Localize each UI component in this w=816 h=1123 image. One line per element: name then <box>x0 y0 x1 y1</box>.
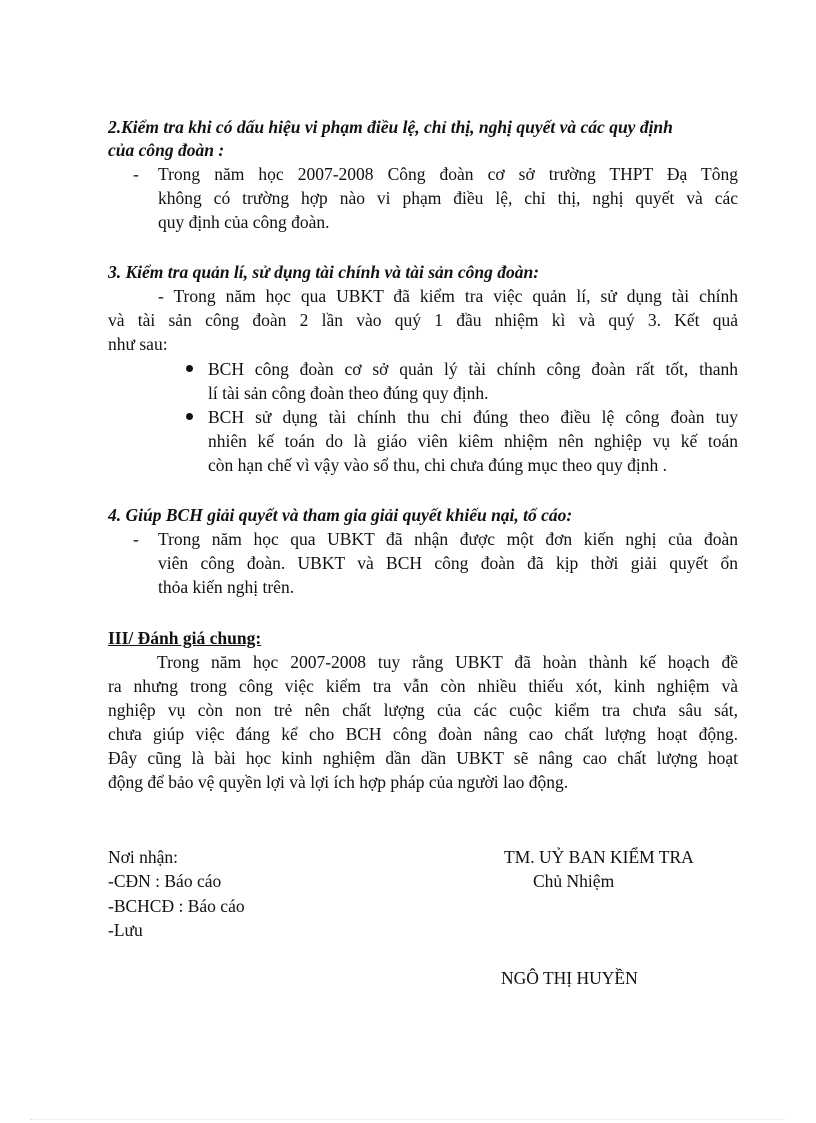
bullet-icon <box>186 365 193 372</box>
section-4-body-line: Trong năm học qua UBKT đã nhận được một đơn kiến nghị của đoàn <box>158 529 738 549</box>
section-3-bullet-line: còn hạn chế vì vậy vào sổ thu, chi chưa đúng mục theo quy định . <box>208 455 668 475</box>
general-assessment-line: ra nhưng trong công việc kiểm tra vẫn còn nhiều thiếu xót, kinh nghiệm và <box>108 676 738 696</box>
section-4-body-line: thỏa kiến nghị trên. <box>158 577 295 597</box>
bullet-icon <box>186 413 193 420</box>
section-3-bullet-line: BCH công đoàn cơ sở quản lý tài chính công đoàn rất tốt, thanh <box>208 359 738 379</box>
recipient-item: -CĐN : Báo cáo <box>108 871 222 891</box>
section-2-body-line: Trong năm học 2007-2008 Công đoàn cơ sở trường THPT Đạ Tông <box>158 164 738 184</box>
signature-org: TM. UỶ BAN KIỂM TRA <box>504 847 694 867</box>
section-3-heading: 3. Kiểm tra quản lí, sử dụng tài chính và tài sản công đoàn: <box>108 262 540 282</box>
recipient-item: -Lưu <box>108 920 143 940</box>
signature-name: NGÔ THỊ HUYỀN <box>501 968 638 988</box>
general-assessment-line: Trong năm học 2007-2008 tuy rằng UBKT đã hoàn thành kế hoạch đề <box>157 652 738 672</box>
section-3-bullet-line: nhiên kế toán do là giáo viên kiêm nhiệm nên nghiệp vụ kế toán <box>208 431 738 451</box>
section-3-bullet-line: lí tài sản công đoàn theo đúng quy định. <box>208 383 489 403</box>
dash-marker: - <box>133 164 139 184</box>
general-assessment-line: Đây cũng là bài học kinh nghiệm dần dần UBKT sẽ nâng cao chất lượng hoạt <box>108 748 738 768</box>
section-3-bullet-line: BCH sử dụng tài chính thu chi đúng theo điều lệ công đoàn tuy <box>208 407 738 427</box>
signature-title: Chủ Nhiệm <box>533 871 615 891</box>
section-3-intro-line: - Trong năm học qua UBKT đã kiểm tra việc quản lí, sử dụng tài chính <box>158 286 738 306</box>
section-3-intro-line: và tài sản công đoàn 2 lần vào quý 1 đầu nhiệm kì và quý 3. Kết quả <box>108 310 738 330</box>
general-assessment-heading: III/ Đánh giá chung: <box>108 628 262 648</box>
recipients-label: Nơi nhận: <box>108 847 179 867</box>
general-assessment-line: động để bảo vệ quyền lợi và lợi ích hợp pháp của người lao động. <box>108 772 569 792</box>
section-2-body-line: không có trường hợp nào vi phạm điều lệ, chỉ thị, nghị quyết và các <box>158 188 738 208</box>
section-2-heading-cont: của công đoàn : <box>108 140 225 160</box>
dash-marker: - <box>133 529 139 549</box>
section-4-heading: 4. Giúp BCH giải quyết và tham gia giải quyết khiếu nại, tố cáo: <box>108 505 573 525</box>
section-2-body-line: quy định của công đoàn. <box>158 212 330 232</box>
page-bottom-border <box>30 1119 786 1120</box>
general-assessment-line: chưa giúp việc đáng kể cho BCH công đoàn nâng cao chất lượng hoạt động. <box>108 724 738 744</box>
general-assessment-line: nghiệp vụ còn non trẻ nên chất lượng của các cuộc kiểm tra chưa sâu sát, <box>108 700 738 720</box>
section-3-intro-line: như sau: <box>108 334 168 354</box>
section-2-heading: 2.Kiểm tra khi có dấu hiệu vi phạm điều lệ, chỉ thị, nghị quyết và các quy định <box>108 117 673 137</box>
recipient-item: -BCHCĐ : Báo cáo <box>108 896 245 916</box>
section-4-body-line: viên công đoàn. UBKT và BCH công đoàn đã kịp thời giải quyết ổn <box>158 553 738 573</box>
